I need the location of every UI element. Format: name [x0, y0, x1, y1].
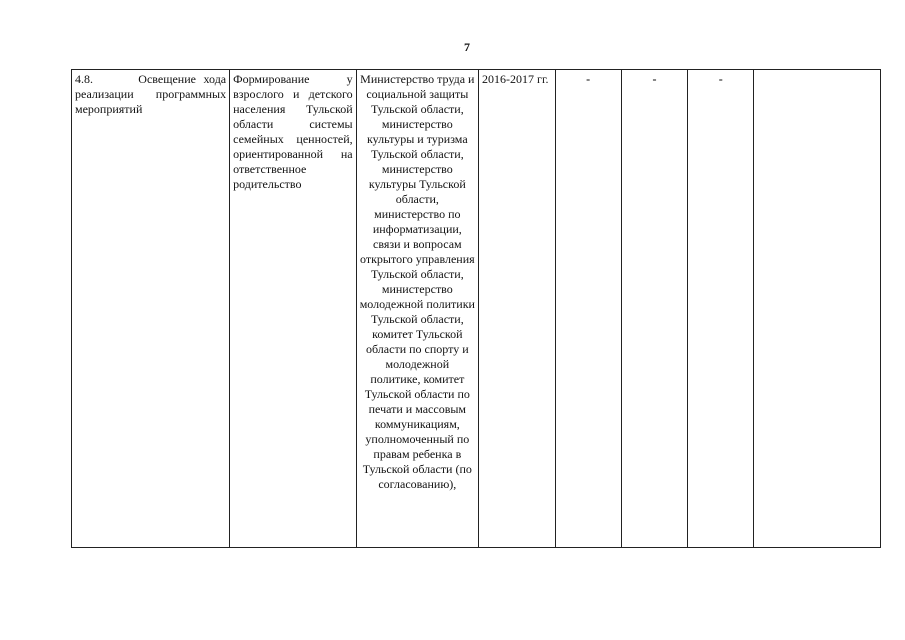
executors-cell: [356, 70, 478, 548]
event-title: [75, 72, 226, 117]
item-number: 4.8.: [75, 72, 93, 86]
description-cell: [230, 70, 357, 548]
funding-cell-1: [555, 70, 621, 548]
funding-cell-2: [621, 70, 687, 548]
program-table: [71, 69, 881, 548]
funding-value-2: -: [652, 72, 657, 86]
executors-list: Министерство труда и социальной защиты Тульской области, министерство культуры и туризма Тульской области, министерство культуры Тульской области, министерство по информатизации, связи и вопросам открытого управления Тульской области, министерство молодежной политики Тульской области, комитет Тульской области по спорту и молодежной политике, комитет Тульской области по печати и массовым коммуникациям, уполномоченный по правам ребенка в Тульской области (по согласованию),: [359, 72, 475, 491]
funding-value-3: -: [718, 72, 723, 86]
result-cell: [754, 70, 881, 548]
term-value: 2016-2017 гг.: [482, 72, 549, 86]
table-row: [72, 70, 881, 548]
term-cell: [479, 70, 556, 548]
funding-cell-3: [688, 70, 754, 548]
funding-value-1: -: [586, 72, 591, 86]
event-cell: [72, 70, 230, 548]
event-name: Освещение хода реализации программных мероприятий: [75, 72, 227, 116]
event-description: Формирование у взрослого и детского населения Тульской области системы семейных ценностей, ориентированной на ответственное родительство: [233, 72, 353, 191]
page-number: 7: [464, 40, 470, 54]
